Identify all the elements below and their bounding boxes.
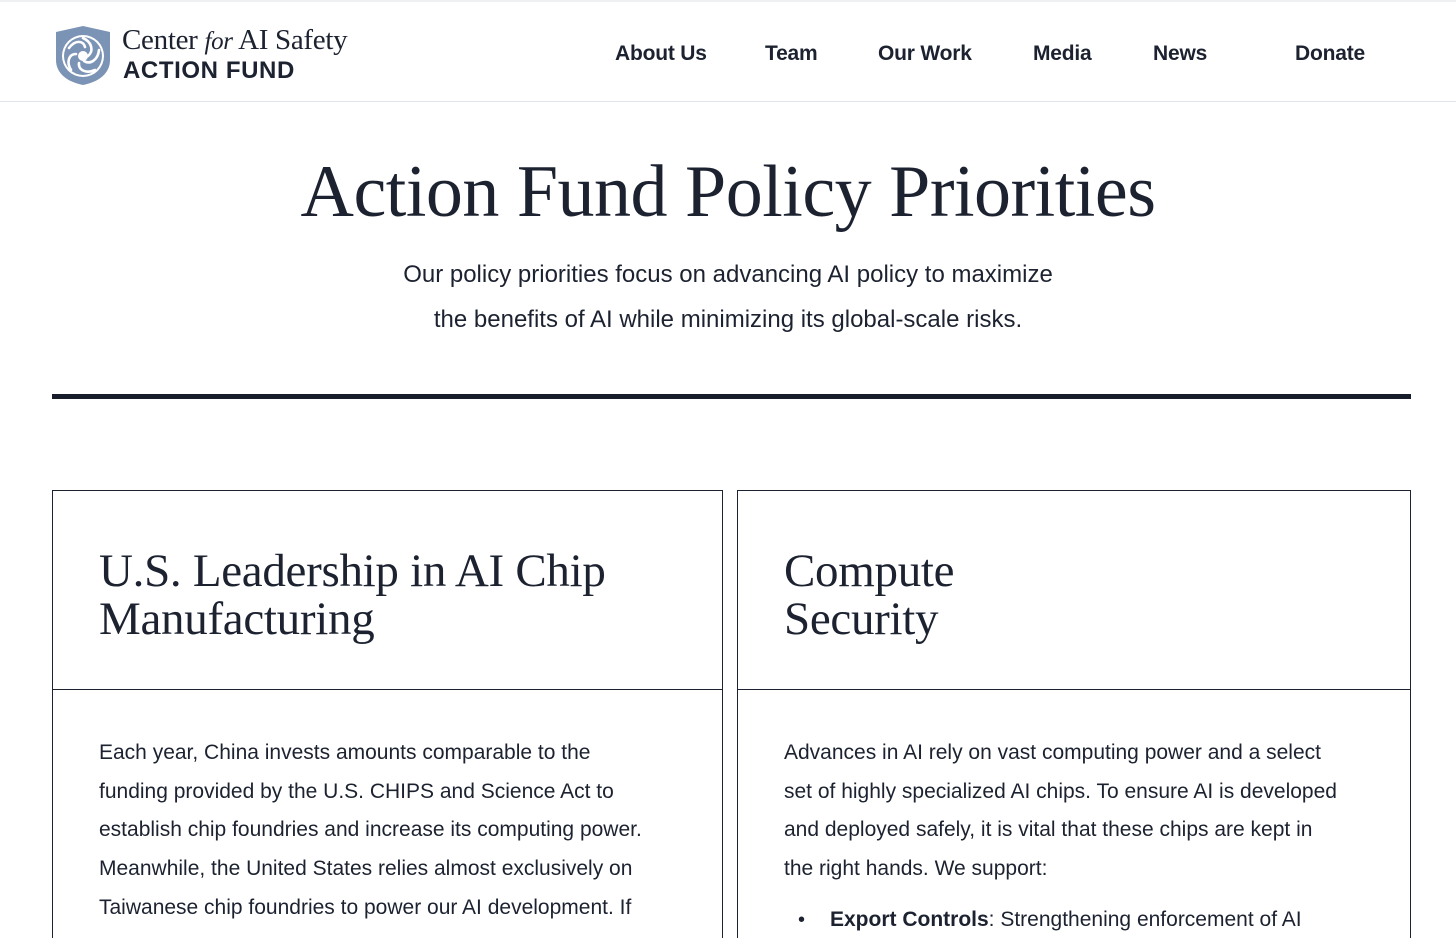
- card-title: [99, 547, 606, 643]
- policy-card-chip-manufacturing: [52, 490, 723, 938]
- site-header: [0, 2, 1456, 102]
- circular-swirl-logo-icon: [52, 24, 114, 86]
- card-body-line: set of highly specialized AI chips. To ensure AI is developed: [784, 779, 1337, 803]
- card-title-line: Compute: [784, 545, 955, 597]
- nav-team[interactable]: Team: [765, 42, 818, 65]
- card-body-line: Taiwanese chip foundries to power our AI development. If: [99, 895, 632, 919]
- card-header: [53, 491, 722, 690]
- card-body-line: Each year, China invests amounts comparable to the: [99, 741, 591, 764]
- card-title: [784, 547, 954, 643]
- card-title-line: Manufacturing: [99, 593, 375, 645]
- page-subtitle: [0, 252, 1456, 342]
- nav-media[interactable]: Media: [1033, 42, 1092, 65]
- nav-our-work[interactable]: Our Work: [878, 42, 972, 65]
- card-title-line: U.S. Leadership in AI Chip: [99, 545, 606, 597]
- page-title: Action Fund Policy Priorities: [300, 151, 1156, 233]
- card-body: [99, 734, 682, 928]
- nav-about-us[interactable]: About Us: [615, 42, 707, 65]
- logo-wordmark-bottom: ACTION FUND: [123, 57, 295, 84]
- logo-wordmark-top: Center for AI Safety: [122, 24, 348, 56]
- card-body-line: and deployed safely, it is vital that these chips are kept in: [784, 818, 1313, 842]
- policy-card-compute-security: [737, 490, 1411, 938]
- card-body-line: the right hands. We support:: [784, 857, 1048, 881]
- page-subtitle-line: Our policy priorities focus on advancing AI policy to maximize: [403, 261, 1053, 288]
- section-divider: [52, 394, 1411, 399]
- card-body: [784, 734, 1370, 889]
- page-subtitle-line: the benefits of AI while minimizing its global-scale risks.: [433, 306, 1023, 333]
- nav-news[interactable]: News: [1153, 42, 1208, 65]
- site-logo-link[interactable]: [52, 24, 352, 86]
- card-body-line: funding provided by the U.S. CHIPS and Science Act to: [99, 779, 614, 803]
- bullet-description: : Strengthening enforcement of AI: [988, 908, 1302, 931]
- bullet-dot-icon: •: [798, 909, 806, 931]
- card-body-line: establish chip foundries and increase its computing power.: [99, 818, 642, 842]
- card-header: [738, 491, 1410, 690]
- card-body-line: Meanwhile, the United States relies almost exclusively on: [99, 857, 633, 881]
- bullet-label: Export Controls: [830, 908, 989, 931]
- card-title-line: Security: [784, 593, 939, 645]
- card-body-line: Advances in AI rely on vast computing power and a select: [784, 741, 1321, 764]
- bullet-text: [830, 905, 1302, 935]
- nav-donate[interactable]: Donate: [1295, 42, 1365, 65]
